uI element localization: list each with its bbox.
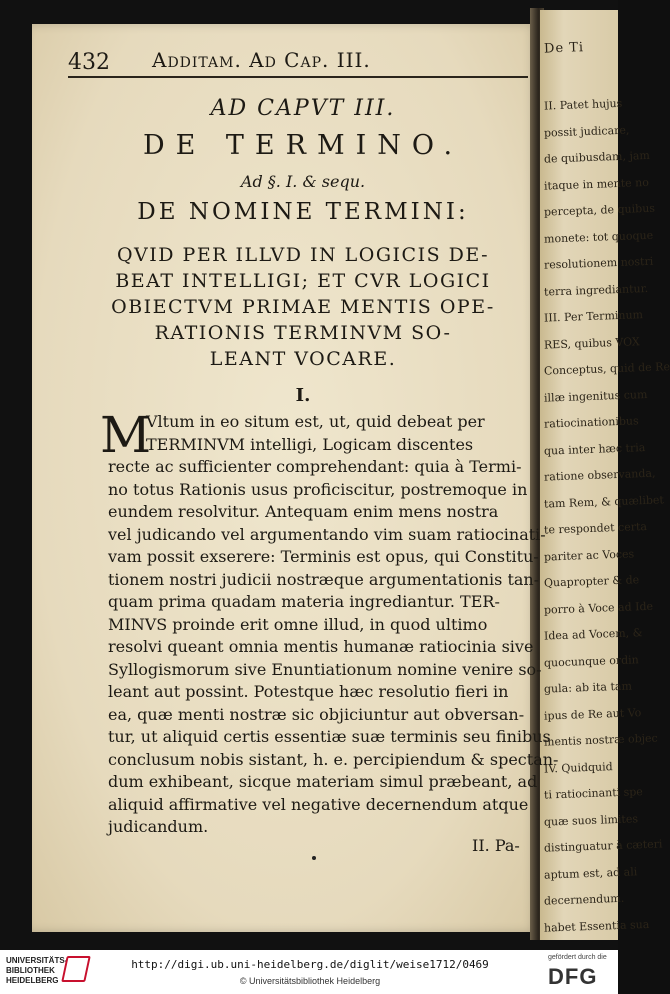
paragraph-number: I. <box>295 385 311 406</box>
running-title: Additam. Ad Cap. III. <box>152 48 371 72</box>
facing-page-line: gula: ab ita tam <box>543 679 633 696</box>
body-line: Vltum in eo situm est, ut, quid debeat per <box>146 412 485 431</box>
body-line: eundem resolvitur. Antequam enim mens nostra <box>108 502 499 521</box>
chapter-heading: AD CAPVT III. <box>210 96 396 121</box>
facing-page-line: aptum est, ad ali <box>543 864 638 882</box>
facing-page-line: porro à Voce ad Ide <box>543 599 654 617</box>
facing-page-line: de quibusdam, jam <box>543 148 651 166</box>
facing-page-line: mentis nostræ objec <box>543 731 658 749</box>
facing-page-line: IV. Quidquid <box>543 759 613 776</box>
body-line: leant aut possint. Potestque hæc resolutio fieri in <box>108 682 509 701</box>
body-line: judicandum. <box>108 817 209 836</box>
body-line: Syllogismorum sive Enuntiationum nomine venire so- <box>108 659 542 679</box>
facing-page-line: terra ingrediantur. <box>543 281 649 299</box>
body-line: vel judicando vel argumentando vim suam ratiocinati- <box>108 524 546 544</box>
body-line: aliquid affirmative vel negative decernendum atque <box>108 794 529 814</box>
facing-page-line: percepta, de quibus <box>543 201 656 219</box>
facing-page-line: ipus de Re aut Vo <box>543 705 642 723</box>
facing-page-line: Idea ad Vocem, & <box>543 626 643 643</box>
body-line: no totus Rationis usus proficiscitur, postremoque in <box>108 479 528 499</box>
facing-page-header: De Ti <box>543 40 585 57</box>
body-line: tionem nostri judicii nostræque argumentationis tan- <box>108 569 540 589</box>
viewer-footer <box>0 950 618 994</box>
facing-page-line: decernendum. <box>543 891 625 908</box>
facing-page-line: ratione observanda, <box>543 466 656 484</box>
facing-page-line: qua inter hæc tria <box>543 440 646 458</box>
facing-page-line: distinguatur à cæteri <box>543 837 663 855</box>
subtitle-line: LEANT VOCARE. <box>209 348 397 370</box>
facing-page-line: itaque in mente no <box>543 175 650 193</box>
facing-page-line: possit judicare, <box>543 123 630 140</box>
section-title: DE TERMINO. <box>142 130 464 161</box>
drop-initial: M <box>100 406 152 464</box>
body-line: TERMINVM intelligi, Logicam discentes <box>146 434 474 454</box>
facing-page-line: RES, quibus VOX <box>543 334 640 352</box>
facing-page-line: te respondet certa <box>543 519 648 537</box>
library-name-line: UNIVERSITÄTS- <box>6 956 68 965</box>
facing-page-line: monete: tot quoque <box>543 228 654 246</box>
facing-page-line: ti ratiocinanti spe <box>543 785 644 802</box>
dfg-logo: DFG <box>548 964 598 989</box>
body-line: tur, ut aliquid certis essentiæ suæ terminis seu finibus <box>108 727 551 746</box>
catchword: II. Pa- <box>472 836 520 855</box>
facing-page-line: pariter ac Voces <box>543 546 635 564</box>
subtitle-line: BEAT INTELLIGI; ET CVR LOGICI <box>115 270 491 292</box>
body-line: conclusum nobis sistant, h. e. percipiendum & spectan- <box>108 749 559 769</box>
body-line: recte ac sufficienter comprehendant: quia à Termi- <box>108 457 522 476</box>
subtitle-line: RATIONIS TERMINVM SO- <box>154 322 452 344</box>
header-rule <box>68 76 528 78</box>
topic-title: DE NOMINE TERMINI: <box>137 199 469 225</box>
permalink-url[interactable]: http://digi.ub.uni-heidelberg.de/diglit/weise1712/0469 <box>131 958 489 971</box>
body-line: resolvi queant omnia mentis humanæ ratiocinia sive <box>108 637 534 656</box>
facing-page-line: Conceptus, quid de Re <box>543 360 670 378</box>
facing-page-line: ratiocinationibus <box>543 414 639 431</box>
facing-page-line: Quapropter & de <box>543 573 640 590</box>
body-line: vam possit exserere: Terminis est opus, qui Constitu- <box>108 547 539 566</box>
facing-page-line: quæ suos limites <box>543 811 639 829</box>
facing-page-line: resolutionem nostri <box>543 254 654 272</box>
funder-caption: gefördert durch die <box>548 954 607 961</box>
copyright-notice: © Universitätsbibliothek Heidelberg <box>239 976 381 986</box>
facing-page-line: II. Patet hujus <box>543 96 623 113</box>
body-line: dum exhibeant, sicque materiam simul præbeant, ad <box>108 772 538 791</box>
body-line: MINVS proinde erit omne illud, in quod ultimo <box>108 614 488 634</box>
section-reference: Ad §. I. & sequ. <box>240 172 366 191</box>
page-number: 432 <box>68 50 110 75</box>
facing-page-line: tam Rem, & quælibet <box>543 492 665 511</box>
body-line: quam prima quadam materia ingrediantur. TER- <box>108 592 500 611</box>
library-name-line: BIBLIOTHEK <box>6 966 55 975</box>
right-page <box>540 10 670 940</box>
subtitle-line: OBIECTVM PRIMAE MENTIS OPE- <box>111 296 495 318</box>
ink-dot <box>312 856 316 860</box>
subtitle-line: QVID PER ILLVD IN LOGICIS DE- <box>116 244 490 266</box>
facing-page-line: quocunque ordin <box>543 652 639 670</box>
facing-page-line: habet Essentia sua <box>543 917 650 935</box>
facing-page-line: III. Per Terminum <box>543 308 644 325</box>
facing-page-line: illæ ingenitus cum <box>543 387 648 405</box>
library-name-line: HEIDELBERG <box>6 976 59 985</box>
body-line: ea, quæ menti nostræ sic objiciuntur aut obversan- <box>108 704 525 724</box>
